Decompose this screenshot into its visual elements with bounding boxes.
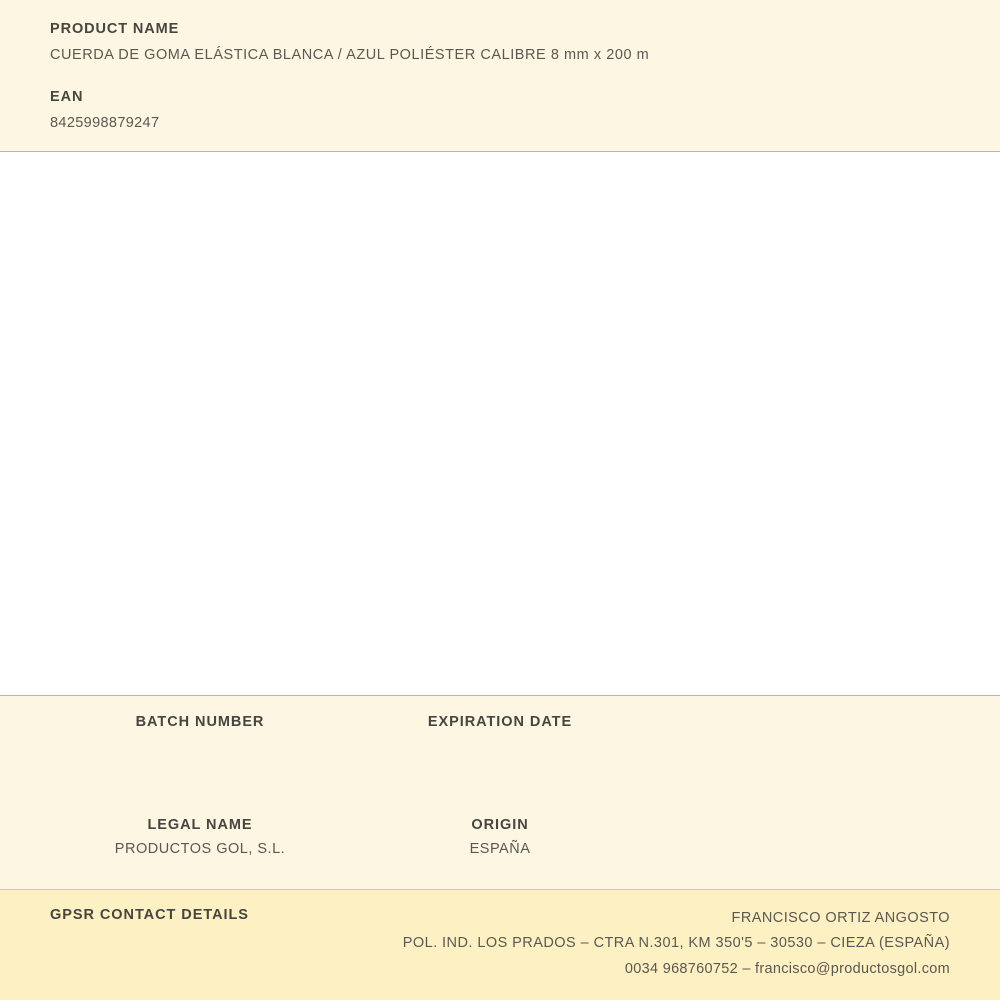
ean-value: 8425998879247: [50, 115, 160, 132]
legal-origin-row: [0, 817, 1000, 859]
batch-number-cell: [50, 714, 350, 755]
details-bottom-spacer: [0, 859, 1000, 873]
origin-label: ORIGIN: [471, 817, 529, 834]
batch-number-label: BATCH NUMBER: [135, 713, 265, 730]
product-name-label: PRODUCT NAME: [50, 21, 180, 37]
gpsr-contact-name: FRANCISCO ORTIZ ANGOSTO: [731, 909, 950, 926]
legal-name-label: LEGAL NAME: [147, 817, 253, 834]
batch-expiration-row: [0, 714, 1000, 755]
label-image-area: [0, 152, 1000, 696]
details-block: [0, 696, 1000, 890]
gpsr-contact-lines: [403, 906, 950, 982]
gpsr-address: POL. IND. LOS PRADOS – CTRA N.301, KM 350'5 – 30530 – CIEZA (ESPAÑA): [402, 935, 950, 952]
product-name-field: [50, 22, 950, 64]
gpsr-phone-email: 0034 968760752 – francisco@productosgol.com: [624, 960, 950, 977]
batch-number-value: [50, 738, 350, 755]
expiration-date-value: [350, 738, 650, 755]
ean-label: EAN: [50, 89, 84, 106]
origin-cell: [350, 817, 650, 859]
row-left-pad-2: [0, 817, 50, 859]
ean-field: [50, 90, 950, 132]
legal-name-cell: [50, 817, 350, 859]
row-left-pad: [0, 714, 50, 755]
expiration-date-label: EXPIRATION DATE: [427, 713, 573, 730]
expiration-date-cell: [350, 714, 650, 755]
gpsr-block: [0, 890, 1000, 1000]
product-name-value: CUERDA DE GOMA ELÁSTICA BLANCA / AZUL POLIÉSTER CALIBRE 8 mm x 200 m: [50, 46, 650, 63]
legal-name-value: PRODUCTOS GOL, S.L.: [114, 841, 286, 858]
details-row-spacer: [0, 755, 1000, 817]
origin-value: ESPAÑA: [469, 841, 531, 858]
gpsr-title: GPSR CONTACT DETAILS: [50, 906, 249, 923]
identification-block: [0, 0, 1000, 152]
